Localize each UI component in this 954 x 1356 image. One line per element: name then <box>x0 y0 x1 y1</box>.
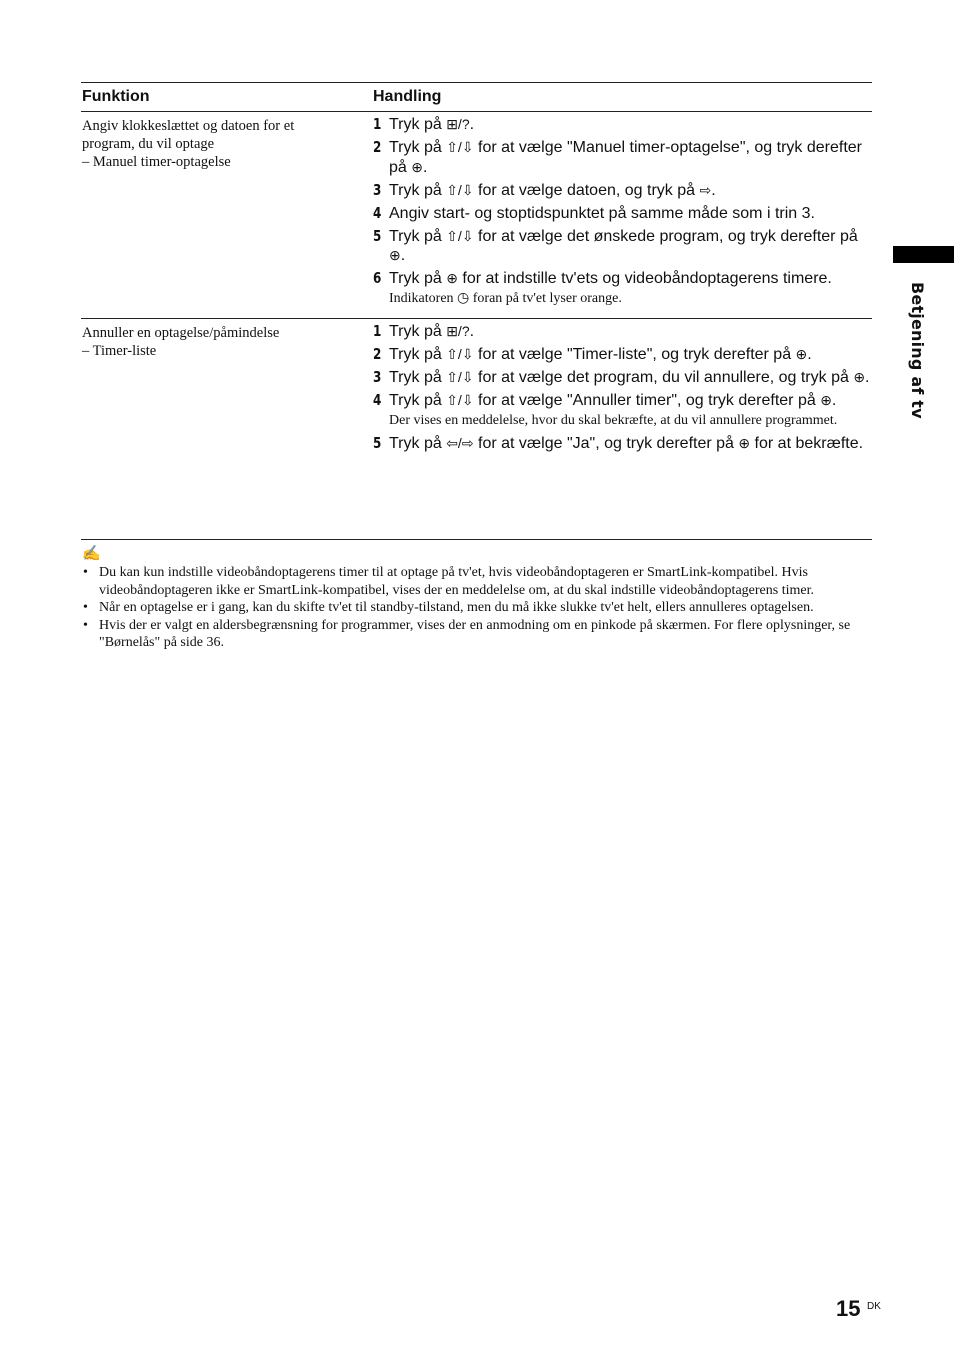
step-text: Angiv start- og stoptidspunktet på samme måde som i trin 3. <box>389 204 815 222</box>
table-row <box>81 112 872 318</box>
step-note: Der vises en meddelelse, hvor du skal bekræfte, at du vil annullere programmet. <box>389 413 838 428</box>
step <box>373 138 872 177</box>
function-description: Angiv klokkeslættet og datoen for et program, du vil optage – Manuel timer-optagelse <box>82 118 295 170</box>
step-text: Tryk på ⇧/⇩ for at vælge "Timer-liste", og tryk derefter på ⊕. <box>389 346 812 363</box>
page-language: DK <box>867 1301 881 1312</box>
section-tab-marker <box>893 246 954 263</box>
note-text: Hvis der er valgt en aldersbegrænsning for programmer, vises der en anmodning om en pinkode på skærmen. For flere oplysninger, se "Børnelås" på side 36. <box>99 617 851 650</box>
page-number: 15 <box>836 1296 861 1321</box>
step-number: 2 <box>373 345 382 363</box>
ok-button-icon: ⊕ <box>446 270 458 286</box>
step-text: Tryk på ⊕ for at indstille tv'ets og videobåndoptagerens timere. <box>389 270 832 287</box>
step <box>373 322 872 342</box>
step <box>373 391 872 411</box>
ok-button-icon: ⊕ <box>795 346 808 362</box>
left-right-arrow-icon: ⇦/⇨ <box>446 435 474 451</box>
action-steps <box>373 112 872 318</box>
ok-button-icon: ⊕ <box>820 392 832 408</box>
timer-indicator-icon: ◷ <box>457 291 470 306</box>
up-down-arrow-icon: ⇧/⇩ <box>446 227 474 244</box>
step <box>373 368 872 388</box>
step <box>373 345 872 365</box>
table-row <box>81 318 872 539</box>
guide-icon: ⊞/? <box>446 323 470 339</box>
up-down-arrow-icon: ⇧/⇩ <box>446 392 474 408</box>
step-number: 4 <box>373 203 382 222</box>
step <box>373 181 872 201</box>
up-down-arrow-icon: ⇧/⇩ <box>446 346 474 362</box>
list-item: • Når en optagelse er i gang, kan du skifte tv'et til standby-tilstand, men du må ikke slukke tv'et helt, ellers annulleres optagelsen. <box>81 599 881 617</box>
list-item: • Hvis der er valgt en aldersbegrænsning for programmer, vises der en anmodning om en pinkode på skærmen. For flere oplysninger, se "Børnelås" på side 36. <box>81 617 881 652</box>
section-label: Betjening af tv <box>908 282 927 419</box>
function-table <box>81 82 872 540</box>
notes-section <box>81 546 881 652</box>
step <box>373 204 872 224</box>
table-header <box>81 83 872 112</box>
step-text: Tryk på ⇧/⇩ for at vælge det ønskede program, og tryk derefter på ⊕. <box>389 227 858 264</box>
step-text: Tryk på ⇦/⇨ for at vælge "Ja", og tryk derefter på ⊕ for at bekræfte. <box>389 435 864 452</box>
ok-button-icon: ⊕ <box>411 158 423 175</box>
step-number: 1 <box>373 322 382 340</box>
step-text: Tryk på ⊞/?. <box>389 116 475 133</box>
step <box>373 227 872 266</box>
ok-button-icon: ⊕ <box>853 369 866 385</box>
step-number: 4 <box>373 391 382 409</box>
step-number: 2 <box>373 138 382 156</box>
up-down-arrow-icon: ⇧/⇩ <box>446 139 474 155</box>
step-number: 3 <box>373 368 382 386</box>
step-number: 6 <box>373 269 382 287</box>
pencil-note-icon: ✍ <box>82 546 101 562</box>
step-text: Tryk på ⇧/⇩ for at vælge "Annuller timer", og tryk derefter på ⊕. <box>389 392 837 409</box>
step-text: Tryk på ⊞/?. <box>389 323 475 340</box>
step-number: 5 <box>373 226 382 245</box>
header-function: Funktion <box>82 88 150 105</box>
right-arrow-icon: ⇨ <box>699 181 712 198</box>
step-number: 1 <box>373 115 382 133</box>
guide-icon: ⊞/? <box>446 116 470 132</box>
note-text: Når en optagelse er i gang, kan du skifte tv'et til standby-tilstand, men du må ikke slukke tv'et helt, ellers annulleres optagelsen. <box>99 600 814 615</box>
up-down-arrow-icon: ⇧/⇩ <box>446 369 474 385</box>
step-note: Indikatoren ◷ foran på tv'et lyser orange. <box>389 291 622 306</box>
function-description: Annuller en optagelse/påmindelse – Timer-liste <box>82 325 280 359</box>
step-text: Tryk på ⇧/⇩ for at vælge det program, du vil annullere, og tryk på ⊕. <box>389 369 870 386</box>
header-action: Handling <box>373 88 442 105</box>
step-text: Tryk på ⇧/⇩ for at vælge "Manuel timer-optagelse", og tryk derefter på ⊕. <box>389 139 862 176</box>
step-number: 3 <box>373 180 382 199</box>
action-steps <box>373 319 872 539</box>
ok-button-icon: ⊕ <box>738 435 751 451</box>
list-item: • Du kan kun indstille videobåndoptagerens timer til at optage på tv'et, hvis videobåndoptageren er SmartLink-kompatibel. Hvis videobåndoptageren ikke er SmartLink-kompatibel, vises der en meddelelse om, at du skal indstille videobåndoptagerens timer. <box>81 564 881 599</box>
ok-button-icon: ⊕ <box>389 247 401 263</box>
step <box>373 115 872 135</box>
note-text: Du kan kun indstille videobåndoptagerens timer til at optage på tv'et, hvis videobåndoptageren er SmartLink-kompatibel. Hvis videobåndoptageren ikke er SmartLink-kompatibel, vises der en meddelelse om, at du skal indstille videobåndoptagerens timer. <box>99 565 814 598</box>
up-down-arrow-icon: ⇧/⇩ <box>446 181 474 198</box>
step <box>373 269 872 289</box>
step-text: Tryk på ⇧/⇩ for at vælge datoen, og tryk på ⇨. <box>389 181 716 199</box>
step-number: 5 <box>373 434 382 452</box>
step <box>373 434 872 454</box>
